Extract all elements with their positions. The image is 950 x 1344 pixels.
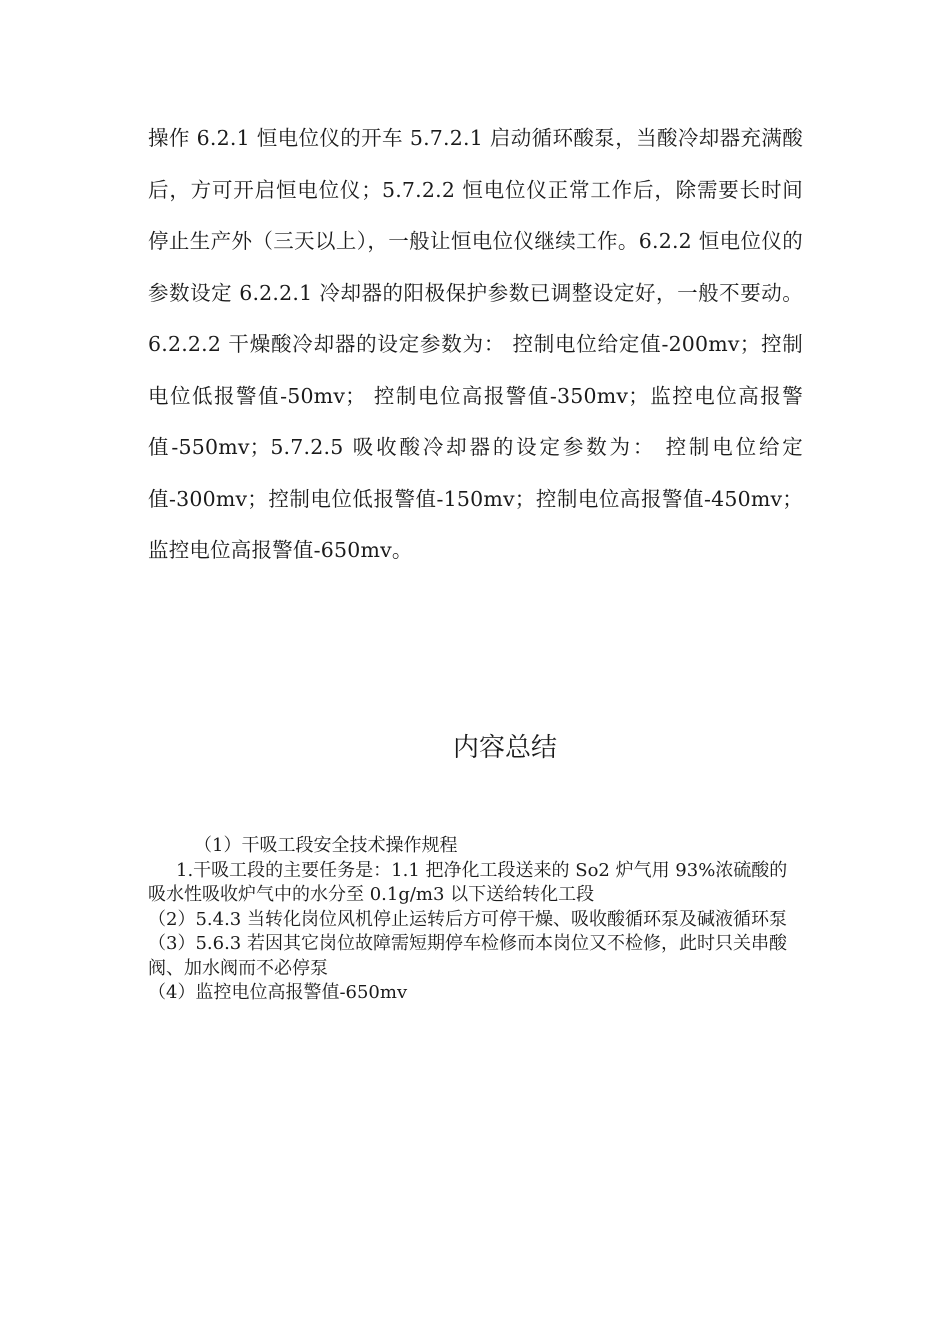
summary-title: 内容总结 — [452, 733, 557, 763]
summary-item: （2）5.4.3 当转化岗位风机停止运转后方可停干燥、吸收酸循环泵及碱液循环泵 — [148, 908, 787, 930]
body-paragraph: 操作 6.2.1 恒电位仪的开车 5.7.2.1 启动循环酸泵，当酸冷却器充满酸后，方可开启恒电位仪；5.7.2.2 恒电位仪正常工作后，除需要长时间停止生产外（三天以上），一般让恒电位仪继续工作。6.2.2 恒电位仪的参数设定 6.2.2.1 冷却器的阳极保护参数已调整设定好，一般不要动。6.2.2.2 干燥酸冷却器的设定参数为： 控制电位给定值-200mv；控制电位低报警值-50mv； 控制电位高报警值-350mv；监控电位高报警值-550mv；5.7.2.5 吸收酸冷却器的设定参数为： 控制电位给定值-300mv；控制电位低报警值-150mv；控制电位高报警值-450mv；监控电位高报警值-650mv。 — [148, 126, 803, 562]
summary-list — [148, 834, 793, 1006]
summary-item: （3）5.6.3 若因其它岗位故障需短期停车检修而本岗位又不检修，此时只关串酸阀、加水阀而不必停泵 — [148, 933, 787, 979]
summary-item: 1.干吸工段的主要任务是：1.1 把净化工段送来的 So2 炉气用 93%浓硫酸的吸水性吸收炉气中的水分至 0.1g/m3 以下送给转化工段 — [148, 859, 788, 905]
summary-item: （4）监控电位高报警值-650mv — [148, 982, 408, 1003]
summary-item: （1）干吸工段安全技术操作规程 — [194, 835, 458, 856]
